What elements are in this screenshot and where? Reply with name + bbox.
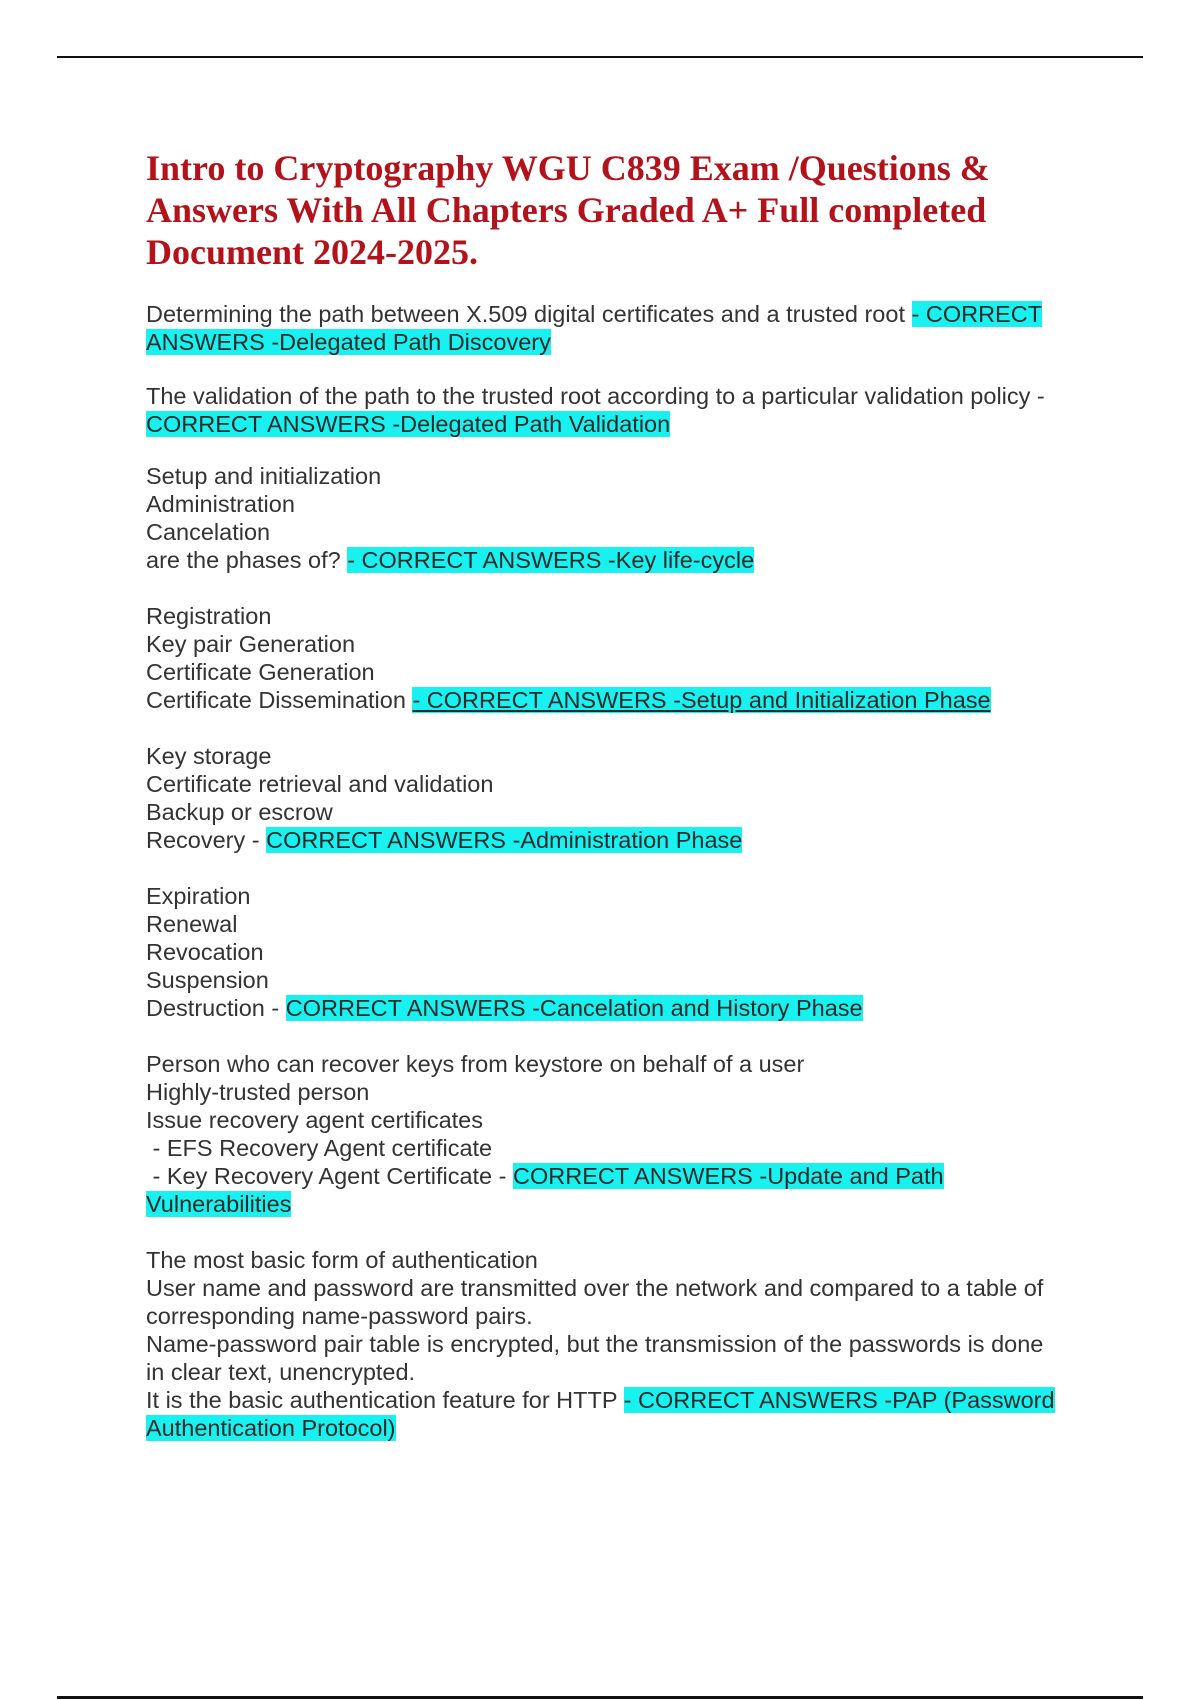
answer-highlight: CORRECT ANSWERS -Update and Path <box>513 1163 944 1189</box>
bottom-rule <box>57 1696 1143 1699</box>
question-text: Key storage <box>146 743 272 769</box>
question-text: Certificate Generation <box>146 659 375 685</box>
question-text: Suspension <box>146 967 269 993</box>
qa-item <box>146 300 1086 356</box>
qa-line <box>146 1414 1086 1442</box>
qa-line <box>146 826 1086 854</box>
qa-item <box>146 462 1086 574</box>
question-text: Renewal <box>146 911 238 937</box>
question-text: Revocation <box>146 939 264 965</box>
question-text: corresponding name-password pairs. <box>146 1303 533 1329</box>
qa-line <box>146 300 1086 328</box>
answer-highlight: ANSWERS -Delegated Path Discovery <box>146 329 551 355</box>
answer-highlight: - CORRECT ANSWERS -Key life-cycle <box>347 547 755 573</box>
question-text: Issue recovery agent certificates <box>146 1107 483 1133</box>
document-title: Intro to Cryptography WGU C839 Exam /Questions & Answers With All Chapters Graded A+ Full completed Document 2024-2025. <box>146 148 990 272</box>
qa-line <box>146 686 1086 714</box>
answer-highlight: CORRECT ANSWERS -Delegated Path Validation <box>146 411 671 437</box>
qa-item <box>146 882 1086 1022</box>
qa-line <box>146 1190 1086 1218</box>
question-text: Key pair Generation <box>146 631 356 657</box>
question-text: Cancelation <box>146 519 271 545</box>
question-text: Highly-trusted person <box>146 1079 370 1105</box>
question-text: Person who can recover keys from keystore on behalf of a user <box>146 1051 805 1077</box>
answer-highlight: - CORRECT <box>911 301 1043 327</box>
question-text: Setup and initialization <box>146 463 382 489</box>
question-text: The most basic form of authentication <box>146 1247 538 1273</box>
qa-line <box>146 1162 1086 1190</box>
question-text: Certificate retrieval and validation <box>146 771 494 797</box>
answer-highlight: CORRECT ANSWERS -Cancelation and History Phase <box>285 995 863 1021</box>
top-rule <box>57 56 1143 58</box>
qa-line <box>146 410 1086 438</box>
question-text: The validation of the path to the trusted root according to a particular validation policy - <box>146 383 1045 409</box>
qa-line <box>146 1386 1086 1414</box>
question-text: Destruction - <box>146 995 286 1021</box>
question-text: It is the basic authentication feature for HTTP <box>146 1387 624 1413</box>
question-text: Expiration <box>146 883 251 909</box>
question-text: Recovery - <box>146 827 267 853</box>
qa-line <box>146 328 1086 356</box>
qa-line <box>146 546 1086 574</box>
question-text: in clear text, unencrypted. <box>146 1359 416 1385</box>
answer-highlight: Authentication Protocol) <box>146 1415 396 1441</box>
question-text: Name-password pair table is encrypted, but the transmission of the passwords is done <box>146 1331 1044 1357</box>
qa-item <box>146 382 1086 438</box>
question-text: - EFS Recovery Agent certificate <box>146 1135 493 1161</box>
question-text: User name and password are transmitted over the network and compared to a table of <box>146 1275 1044 1301</box>
qa-item <box>146 1246 1086 1442</box>
answer-highlight: - CORRECT ANSWERS -Setup and Initialization Phase <box>412 687 991 713</box>
question-text: - Key Recovery Agent Certificate - <box>146 1163 514 1189</box>
qa-line <box>146 994 1086 1022</box>
qa-item <box>146 602 1086 714</box>
answer-highlight: CORRECT ANSWERS -Administration Phase <box>266 827 743 853</box>
question-text: Backup or escrow <box>146 799 333 825</box>
qa-item <box>146 1050 1086 1218</box>
question-text: are the phases of? <box>146 547 348 573</box>
answer-highlight: Vulnerabilities <box>146 1191 292 1217</box>
question-text: Determining the path between X.509 digital certificates and a trusted root <box>146 301 912 327</box>
qa-item <box>146 742 1086 854</box>
question-text: Registration <box>146 603 272 629</box>
answer-highlight: - CORRECT ANSWERS -PAP (Password <box>623 1387 1055 1413</box>
question-text: Certificate Dissemination <box>146 687 413 713</box>
question-text: Administration <box>146 491 295 517</box>
qa-list <box>146 300 1086 1468</box>
